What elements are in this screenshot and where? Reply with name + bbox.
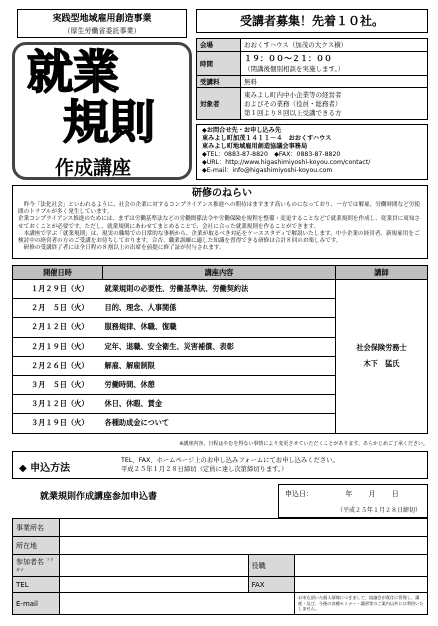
apply-line-1: TEL、FAX、ホームページ上のお申し込みフォームにてお申し込みください。 — [121, 457, 339, 464]
email-field[interactable] — [59, 593, 294, 615]
lecturer-title: 社会保険労務士 — [356, 343, 407, 353]
apply-method — [121, 456, 339, 474]
info-key: 対象者 — [197, 88, 241, 120]
info-row-target — [197, 88, 428, 120]
title-word-2: 規則 — [63, 95, 155, 149]
schedule-header-date: 開催日時 — [13, 266, 103, 280]
privacy-note: お申込頂いた個人情報につきまして、協議会が責任に管理し、講座・及び、今後の各種セミナー・講習等のご案内以外には利用いたしません。 — [295, 593, 428, 615]
session-content: 目的、理念、人事関係 — [103, 299, 336, 318]
program-header — [17, 9, 187, 38]
aim-paragraph: 研修の受講終了者には全日程の８割以上の出席を前提に修了証が付与されます。 — [18, 245, 225, 252]
form-label-company: 事業所名 — [13, 519, 60, 537]
form-row-email — [13, 593, 428, 615]
info-target-2: およびその業務（役員・総務者） — [244, 100, 342, 109]
info-target-1: 東みよし町内中小企業等の経営者 — [244, 91, 342, 100]
recruit-banner: 受講者募集！先着１０社。 — [196, 9, 428, 33]
apply-deadline: （平成２５年１月２８日締切） — [336, 507, 421, 514]
form-row-participant — [13, 555, 428, 577]
apply-date-year[interactable]: 年 — [345, 490, 353, 498]
session-date: ２月２６日（火） — [13, 356, 103, 375]
contact-url[interactable]: ◆URL：http://www.higashimiyoshi-koyou.com/contact/ — [202, 159, 371, 166]
session-date: ２月１２日（火） — [13, 318, 103, 337]
form-row-tel — [13, 577, 428, 593]
form-row-address — [13, 537, 428, 555]
contact-email[interactable]: ◆E-mail：info@higashimiyoshi-koyou.com — [202, 167, 333, 174]
participant-label: 参加者名 — [16, 557, 44, 566]
lecturer-cell — [336, 280, 428, 434]
schedule-header — [13, 266, 428, 280]
form-label-participant — [13, 555, 60, 577]
session-content: 就業規則の必要性、労働基準法、労働契約法 — [103, 280, 336, 299]
apply-date-label: 申込日： — [285, 490, 313, 498]
title-box — [12, 42, 192, 180]
session-date: ３月１２日（火） — [13, 395, 103, 414]
info-row-venue — [197, 39, 428, 52]
session-date: １月２９日（火） — [13, 280, 103, 299]
form-label-address: 所在地 — [13, 537, 60, 555]
form-label-email: E-mail — [13, 593, 60, 615]
contact-address: 東みよし町加茂１４１１－４ おおくすハウス — [202, 135, 332, 142]
session-content: 労働時間、休憩 — [103, 375, 336, 394]
apply-box — [12, 451, 428, 479]
apply-date-box — [278, 484, 428, 518]
aim-body — [18, 202, 424, 252]
session-date: ３月 ５日（火） — [13, 375, 103, 394]
session-date: ２月 ５日（火） — [13, 299, 103, 318]
session-content: 解雇、解雇制限 — [103, 356, 336, 375]
apply-line-2: 平成２５年１月２８日締切（定員に達し次第締切ります。） — [121, 466, 288, 473]
address-field[interactable] — [59, 537, 427, 555]
session-date: ３月１９日（火） — [13, 414, 103, 433]
company-field[interactable] — [59, 519, 427, 537]
session-content: 服務規律、休職、復職 — [103, 318, 336, 337]
apply-date-month[interactable]: 月 — [368, 490, 376, 498]
session-content: 休日、休暇、賃金 — [103, 395, 336, 414]
contact-office: 東みよし町地域雇用創造協議会事務局 — [202, 143, 308, 150]
schedule-note: ※講座内容、日程はやむを得ない事情により変更させていただくことがあります。あらかじめご了承ください。 — [179, 441, 428, 447]
program-sponsor: （厚生労働省委託事業） — [63, 27, 141, 35]
aim-paragraph: 本講座で学ぶ「就業規則」は、現実の職場での日常的な事柄から、企業が取るべき対応をケーススタディで解説いたします。中小企業の経営者、新規雇用をご検討中の経営者の方のご受講をお待ちしております。合否、職業訓練に適した知識を習得できる研修は合計８回のお楽しみです。 — [18, 230, 420, 245]
participant-field[interactable] — [59, 555, 248, 577]
form-row-company — [13, 519, 428, 537]
info-value: 無料 — [241, 75, 428, 88]
schedule-header-content: 講座内容 — [103, 266, 336, 280]
role-field[interactable] — [295, 555, 428, 577]
program-name: 実践型地域雇用創造事業 — [52, 14, 152, 24]
form-title: 就業規則作成講座参加申込書 — [40, 492, 158, 502]
info-key: 受講料 — [197, 75, 241, 88]
info-key: 会場 — [197, 39, 241, 52]
info-value — [241, 51, 428, 75]
session-date: ２月１９日（火） — [13, 337, 103, 356]
schedule-header-lecturer: 講師 — [336, 266, 428, 280]
info-time: １９：００～２１：００ — [244, 54, 332, 64]
info-value: おおくすハウス（加茂の大クス横） — [241, 39, 428, 52]
info-row-time — [197, 51, 428, 75]
form-label-role: 役職 — [248, 555, 294, 577]
contact-box — [196, 124, 428, 180]
aim-paragraph: 昨今「法化社会」といわれるように、社会の企業に対するコンプライアンス推進への期待はますます高いものになっており、一方では解雇、労働時間など労使間のトラブルが多く発生しています。 — [18, 202, 421, 216]
apply-date-day[interactable]: 日 — [391, 490, 399, 498]
furigana-label: フリガナ — [16, 556, 54, 572]
info-key: 時間 — [197, 51, 241, 75]
info-row-fee — [197, 75, 428, 88]
apply-date-row — [285, 489, 421, 499]
title-sub: 作成講座 — [55, 157, 132, 179]
info-value — [241, 88, 428, 120]
schedule-table — [12, 265, 428, 434]
tel-field[interactable] — [59, 577, 248, 593]
contact-heading: ◆お問合せ先・お申し込み先 — [202, 127, 282, 134]
form-label-fax: FAX — [248, 577, 294, 593]
fax-field[interactable] — [295, 577, 428, 593]
table-row — [13, 280, 428, 299]
apply-heading: ◆ 申込方法 — [19, 463, 71, 474]
form-label-tel: TEL — [13, 577, 60, 593]
title-word-1: 就業 — [27, 45, 119, 99]
info-target-3: 第１回より８回以上受講できる方 — [244, 109, 342, 118]
aim-paragraph: 企業コンプライアンス推進のためには、まずは労働基準法などの労働関係法令や労働保険を規程を整備・変更することなどで就業規則を作成し、従業員に周知させておくことが必要です。ただし、就業規則にあわせてまとめることで、会社に合った就業規則を作ることができます。 — [18, 216, 421, 230]
session-content: 各種助成金について — [103, 414, 336, 433]
aim-title: 研修のねらい — [192, 188, 252, 199]
lecturer-name: 木下 猛氏 — [363, 359, 400, 369]
contact-phone: ◆TEL：0883-87-8820 ◆FAX：0883-87-8820 — [202, 151, 341, 158]
application-form — [12, 518, 428, 615]
info-time-note: （閉講後個別相談を実施します。） — [244, 65, 345, 74]
session-content: 定年、退職、安全衛生、災害補償、表彰 — [103, 337, 336, 356]
info-table — [196, 38, 428, 120]
